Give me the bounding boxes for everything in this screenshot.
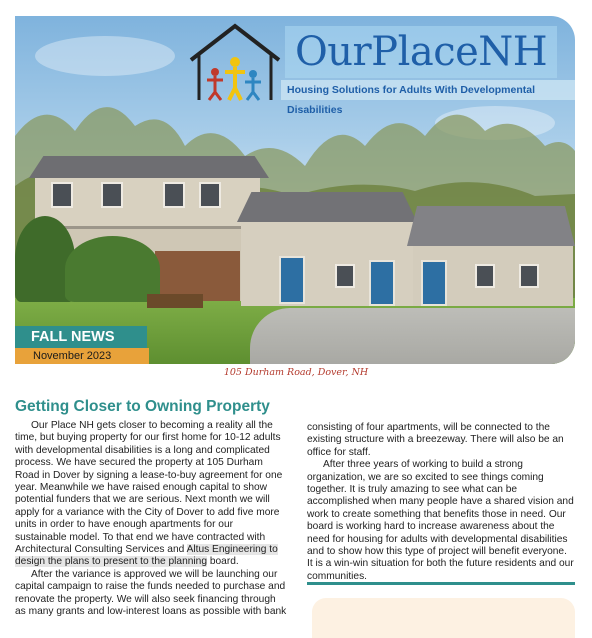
window xyxy=(475,264,495,288)
roof xyxy=(407,206,575,246)
window xyxy=(163,182,185,208)
cloud xyxy=(35,36,175,76)
window xyxy=(199,182,221,208)
article-left-column xyxy=(15,420,287,619)
paragraph xyxy=(15,420,287,569)
window xyxy=(51,182,73,208)
paragraph: consisting of four apartments, will be connected to the existing structure with a breezeway. There will also be an office for staff. xyxy=(307,422,564,458)
highlighted-text: Altus Engineering to design the plans to present to the planning xyxy=(15,544,278,568)
hero-photo xyxy=(15,16,575,364)
window xyxy=(519,264,539,288)
photo-caption: 105 Durham Road, Dover, NH xyxy=(223,367,369,378)
driveway xyxy=(250,308,575,364)
paragraph-text: Our Place NH gets closer to becoming a reality all the time, but buying property for our first home for 10-12 adults with developmental disabilities is a long and complicated process. We have secured the property at 105 Durham Road in Dover by signing a lease-to-buy agreement for one year. Meanwhile we have raised enough capital to show potential funders that we are serious. Next month we will apply for a variance with the City of Dover to add five more units in order to have enough apartments for our sustainable model. To that end we have contracted with Architectural Consulting Services and xyxy=(15,420,283,556)
logo-subtitle: Housing Solutions for Adults With Developmental Disabilities xyxy=(281,80,575,100)
paragraph: After three years of working to build a strong organization, we are so excited to see things coming together. It is truly amazing to see what can be accomplished when many people have a shared vision and work to create something that benefits those in need. Our board is working hard to increase awareness about the need for housing for adults with developmental disabilities and to show how this type of project will benefit everyone. It is a win-win situation for both the future residents and our communities. xyxy=(307,459,574,582)
section-divider xyxy=(307,582,575,585)
season-badge: FALL NEWS xyxy=(15,326,147,348)
paragraph: After the variance is approved we will be launching our capital campaign to raise the funds needed to purchase and renovate the property. We will also seek financing through as many grants and low-interest loans as possible with bank xyxy=(15,568,287,618)
roof xyxy=(237,192,417,222)
blue-door xyxy=(369,260,395,306)
window xyxy=(335,264,355,288)
sidebar-box xyxy=(312,598,575,638)
logo-title: OurPlaceNH xyxy=(285,26,557,78)
blue-door xyxy=(279,256,305,304)
logo-house-icon xyxy=(187,22,283,102)
blue-door xyxy=(421,260,447,306)
article-title: Getting Closer to Owning Property xyxy=(15,398,270,415)
date-badge: November 2023 xyxy=(15,348,149,364)
article-right-column xyxy=(307,422,575,583)
bush xyxy=(65,236,160,302)
picnic-table xyxy=(147,294,203,308)
paragraph-text: board. xyxy=(207,556,239,568)
roof xyxy=(29,156,269,178)
window xyxy=(101,182,123,208)
